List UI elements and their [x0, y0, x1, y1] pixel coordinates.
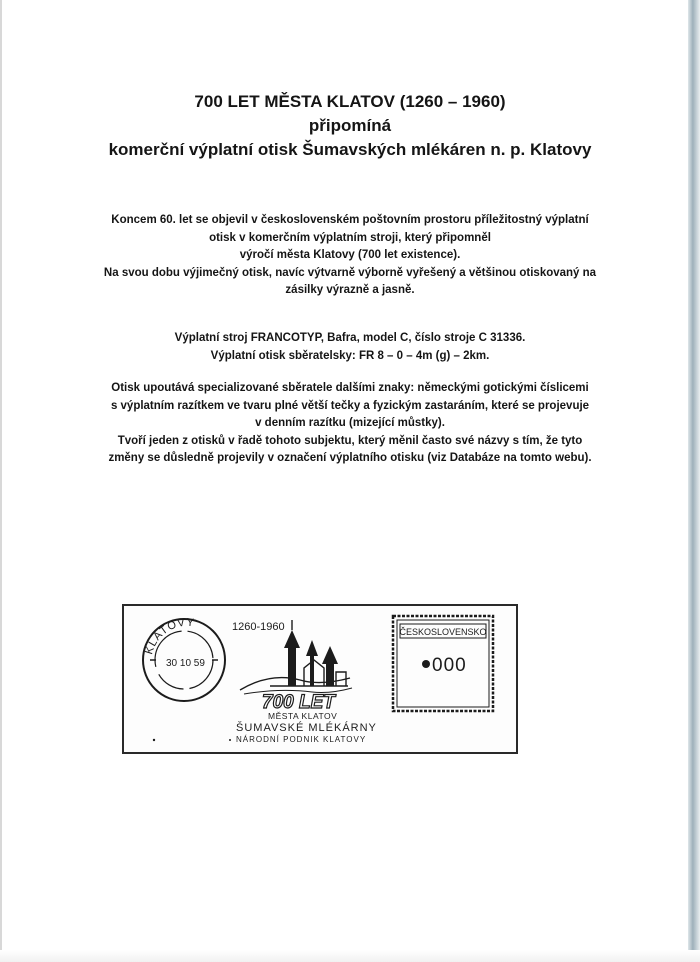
title-line-3: komerční výplatní otisk Šumavských mlékáren n. p. Klatovy	[108, 140, 592, 159]
marks-line: s výplatním razítkem ve tvaru plné větší tečky a fyzickým zastaráním, které se projevuje	[110, 399, 590, 412]
slogan-anniversary: 700 LET	[262, 692, 335, 713]
frame-value: 000	[432, 655, 467, 676]
intro-line: Na svou dobu výjimečný otisk, navíc výtvarně výborně vyřešený a většinou otiskovaný na	[103, 266, 597, 279]
postmark-town: KLATOVY	[143, 616, 196, 656]
intro-line: zásilky výrazně a jasně.	[285, 284, 415, 296]
intro-line: otisk v komerčním výplatním stroji, který připomněl	[209, 231, 491, 244]
marks-line: Tvoří jeden z otisků v řadě tohoto subjektu, který měnil často své názvy s tím, že tyto	[117, 434, 583, 447]
intro-line: výročí města Klatovy (700 let existence).	[239, 249, 461, 261]
title-line-2: připomíná	[308, 116, 392, 135]
title-line-1: 700 LET MĚSTA KLATOV (1260 – 1960)	[194, 92, 506, 111]
slogan-city: MĚSTA KLATOV	[268, 711, 338, 721]
marks-line: v denním razítku (mizející můstky).	[255, 417, 445, 429]
marks-line: Otisk upoutává specializované sběratele dalšími znaky: německými gotickými číslicemi	[111, 382, 589, 394]
postmark-date: 30 10 59	[166, 658, 205, 669]
value-frame	[393, 616, 493, 711]
postmark	[143, 617, 225, 701]
slogan-company: ŠUMAVSKÉ MLÉKÁRNY	[236, 722, 377, 734]
marks-line: změny se důsledně projevily v označení výplatního otisku (viz Databáze na tomto webu).	[108, 452, 592, 464]
intro-line: Koncem 60. let se objevil v československém poštovním prostoru příležitostný výplatní	[111, 214, 589, 226]
slogan-years: 1260-1960	[232, 621, 285, 633]
machine-line: Výplatní stroj FRANCOTYP, Bafra, model C, číslo stroje C 31336.	[174, 332, 526, 344]
slogan-enterprise: NÁRODNÍ PODNIK KLATOVY	[236, 735, 367, 744]
machine-line: Výplatní otisk sběratelsky: FR 8 – 0 – 4m (g) – 2km.	[210, 349, 490, 362]
frame-country: ČESKOSLOVENSKO	[399, 627, 487, 637]
